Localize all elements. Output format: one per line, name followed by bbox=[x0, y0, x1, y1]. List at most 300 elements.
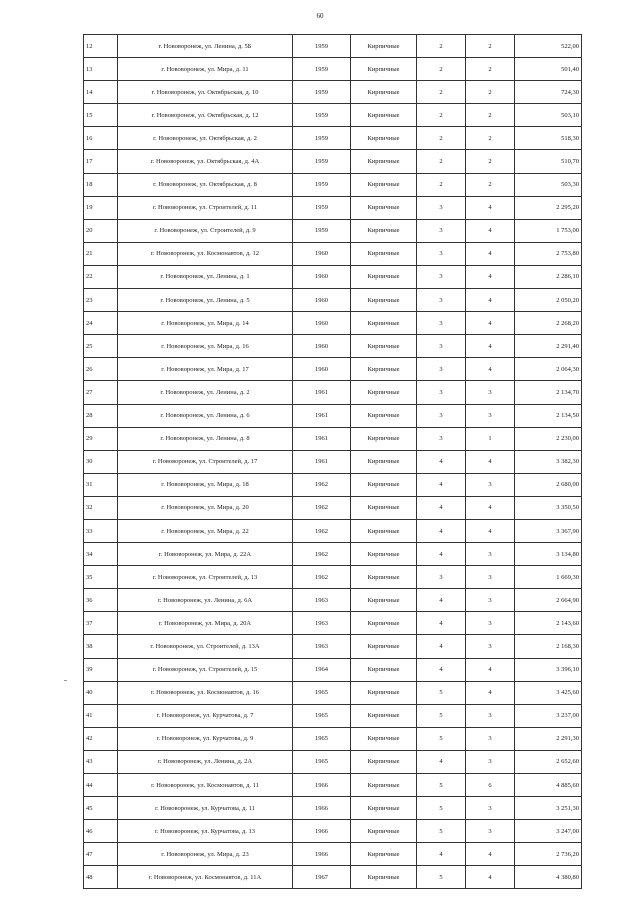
row-number-cell: 30 bbox=[84, 450, 118, 473]
table-row bbox=[84, 820, 582, 843]
entrances-cell: 4 bbox=[466, 242, 515, 265]
floors-cell: 5 bbox=[417, 704, 466, 727]
entrances-cell: 4 bbox=[466, 196, 515, 219]
year-built-cell: 1962 bbox=[293, 566, 351, 589]
row-number-cell: 44 bbox=[84, 774, 118, 797]
area-cell: 2 664,90 bbox=[515, 589, 582, 612]
year-built-cell: 1963 bbox=[293, 635, 351, 658]
row-number-cell: 40 bbox=[84, 681, 118, 704]
area-cell: 2 753,80 bbox=[515, 242, 582, 265]
table-row bbox=[84, 150, 582, 173]
wall-material-cell: Кирпичные bbox=[351, 750, 417, 773]
wall-material-cell: Кирпичные bbox=[351, 820, 417, 843]
row-number-cell: 48 bbox=[84, 866, 118, 889]
wall-material-cell: Кирпичные bbox=[351, 704, 417, 727]
row-number-cell: 25 bbox=[84, 335, 118, 358]
housing-registry-table bbox=[83, 34, 582, 889]
row-number-cell: 17 bbox=[84, 150, 118, 173]
table-row bbox=[84, 35, 582, 58]
year-built-cell: 1960 bbox=[293, 358, 351, 381]
table-row bbox=[84, 450, 582, 473]
row-number-cell: 19 bbox=[84, 196, 118, 219]
row-number-cell: 35 bbox=[84, 566, 118, 589]
table-row bbox=[84, 612, 582, 635]
area-cell: 522,00 bbox=[515, 35, 582, 58]
wall-material-cell: Кирпичные bbox=[351, 81, 417, 104]
entrances-cell: 3 bbox=[466, 543, 515, 566]
row-number-cell: 36 bbox=[84, 589, 118, 612]
wall-material-cell: Кирпичные bbox=[351, 127, 417, 150]
wall-material-cell: Кирпичные bbox=[351, 150, 417, 173]
wall-material-cell: Кирпичные bbox=[351, 866, 417, 889]
area-cell: 3 367,90 bbox=[515, 519, 582, 542]
row-number-cell: 18 bbox=[84, 173, 118, 196]
year-built-cell: 1965 bbox=[293, 727, 351, 750]
area-cell: 2 050,20 bbox=[515, 289, 582, 312]
year-built-cell: 1959 bbox=[293, 35, 351, 58]
address-cell: г. Нововоронеж, ул. Октябрьская, д. 10 bbox=[118, 81, 293, 104]
year-built-cell: 1965 bbox=[293, 750, 351, 773]
area-cell: 1 753,00 bbox=[515, 219, 582, 242]
wall-material-cell: Кирпичные bbox=[351, 727, 417, 750]
wall-material-cell: Кирпичные bbox=[351, 589, 417, 612]
area-cell: 4 885,60 bbox=[515, 774, 582, 797]
wall-material-cell: Кирпичные bbox=[351, 658, 417, 681]
floors-cell: 3 bbox=[417, 381, 466, 404]
area-cell: 2 134,50 bbox=[515, 404, 582, 427]
address-cell: г. Нововоронеж, ул. Строителей, д. 15 bbox=[118, 658, 293, 681]
address-cell: г. Нововоронеж, ул. Космонавтов, д. 11А bbox=[118, 866, 293, 889]
year-built-cell: 1966 bbox=[293, 797, 351, 820]
address-cell: г. Нововоронеж, ул. Мира, д. 14 bbox=[118, 312, 293, 335]
address-cell: г. Нововоронеж, ул. Ленина, д. 2А bbox=[118, 750, 293, 773]
address-cell: г. Нововоронеж, ул. Ленина, д. 5Б bbox=[118, 35, 293, 58]
floors-cell: 4 bbox=[417, 450, 466, 473]
area-cell: 2 064,30 bbox=[515, 358, 582, 381]
year-built-cell: 1965 bbox=[293, 681, 351, 704]
year-built-cell: 1961 bbox=[293, 404, 351, 427]
address-cell: г. Нововоронеж, ул. Курчатова, д. 13 bbox=[118, 820, 293, 843]
entrances-cell: 2 bbox=[466, 81, 515, 104]
floors-cell: 5 bbox=[417, 774, 466, 797]
floors-cell: 5 bbox=[417, 866, 466, 889]
entrances-cell: 3 bbox=[466, 473, 515, 496]
address-cell: г. Нововоронеж, ул. Строителей, д. 17 bbox=[118, 450, 293, 473]
address-cell: г. Нововоронеж, ул. Ленина, д. 6 bbox=[118, 404, 293, 427]
year-built-cell: 1961 bbox=[293, 427, 351, 450]
row-number-cell: 21 bbox=[84, 242, 118, 265]
address-cell: г. Нововоронеж, ул. Строителей, д. 13 bbox=[118, 566, 293, 589]
floors-cell: 5 bbox=[417, 797, 466, 820]
address-cell: г. Нововоронеж, ул. Октябрьская, д. 4А bbox=[118, 150, 293, 173]
floors-cell: 2 bbox=[417, 104, 466, 127]
year-built-cell: 1960 bbox=[293, 289, 351, 312]
address-cell: г. Нововоронеж, ул. Курчатова, д. 11 bbox=[118, 797, 293, 820]
area-cell: 2 736,20 bbox=[515, 843, 582, 866]
floors-cell: 2 bbox=[417, 35, 466, 58]
address-cell: г. Нововоронеж, ул. Ленина, д. 1 bbox=[118, 265, 293, 288]
row-number-cell: 24 bbox=[84, 312, 118, 335]
address-cell: г. Нововоронеж, ул. Курчатова, д. 7 bbox=[118, 704, 293, 727]
entrances-cell: 3 bbox=[466, 635, 515, 658]
row-number-cell: 37 bbox=[84, 612, 118, 635]
year-built-cell: 1962 bbox=[293, 543, 351, 566]
year-built-cell: 1963 bbox=[293, 589, 351, 612]
row-number-cell: 13 bbox=[84, 58, 118, 81]
floors-cell: 4 bbox=[417, 612, 466, 635]
area-cell: 501,40 bbox=[515, 58, 582, 81]
address-cell: г. Нововоронеж, ул. Мира, д. 22 bbox=[118, 519, 293, 542]
entrances-cell: 4 bbox=[466, 312, 515, 335]
area-cell: 724,30 bbox=[515, 81, 582, 104]
table-row bbox=[84, 196, 582, 219]
floors-cell: 3 bbox=[417, 335, 466, 358]
area-cell: 2 680,00 bbox=[515, 473, 582, 496]
table-row bbox=[84, 797, 582, 820]
area-cell: 2 230,00 bbox=[515, 427, 582, 450]
year-built-cell: 1959 bbox=[293, 173, 351, 196]
entrances-cell: 2 bbox=[466, 58, 515, 81]
area-cell: 503,10 bbox=[515, 104, 582, 127]
wall-material-cell: Кирпичные bbox=[351, 797, 417, 820]
address-cell: г. Нововоронеж, ул. Строителей, д. 13А bbox=[118, 635, 293, 658]
floors-cell: 5 bbox=[417, 681, 466, 704]
entrances-cell: 3 bbox=[466, 750, 515, 773]
year-built-cell: 1959 bbox=[293, 58, 351, 81]
year-built-cell: 1959 bbox=[293, 81, 351, 104]
area-cell: 2 286,10 bbox=[515, 265, 582, 288]
floors-cell: 4 bbox=[417, 843, 466, 866]
year-built-cell: 1959 bbox=[293, 219, 351, 242]
floors-cell: 3 bbox=[417, 566, 466, 589]
row-number-cell: 26 bbox=[84, 358, 118, 381]
floors-cell: 3 bbox=[417, 404, 466, 427]
table-row bbox=[84, 750, 582, 773]
entrances-cell: 3 bbox=[466, 612, 515, 635]
row-number-cell: 41 bbox=[84, 704, 118, 727]
wall-material-cell: Кирпичные bbox=[351, 35, 417, 58]
floors-cell: 3 bbox=[417, 427, 466, 450]
area-cell: 2 291,30 bbox=[515, 727, 582, 750]
row-number-cell: 46 bbox=[84, 820, 118, 843]
address-cell: г. Нововоронеж, ул. Мира, д. 16 bbox=[118, 335, 293, 358]
floors-cell: 4 bbox=[417, 519, 466, 542]
year-built-cell: 1959 bbox=[293, 150, 351, 173]
address-cell: г. Нововоронеж, ул. Космонавтов, д. 12 bbox=[118, 242, 293, 265]
table-row bbox=[84, 312, 582, 335]
table-row bbox=[84, 519, 582, 542]
area-cell: 3 251,30 bbox=[515, 797, 582, 820]
row-number-cell: 34 bbox=[84, 543, 118, 566]
table-row bbox=[84, 219, 582, 242]
table-row bbox=[84, 543, 582, 566]
address-cell: г. Нововоронеж, ул. Мира, д. 11 bbox=[118, 58, 293, 81]
address-cell: г. Нововоронеж, ул. Октябрьская, д. 2 bbox=[118, 127, 293, 150]
table-row bbox=[84, 358, 582, 381]
table-row bbox=[84, 496, 582, 519]
year-built-cell: 1966 bbox=[293, 820, 351, 843]
year-built-cell: 1960 bbox=[293, 335, 351, 358]
entrances-cell: 3 bbox=[466, 404, 515, 427]
table-row bbox=[84, 289, 582, 312]
entrances-cell: 3 bbox=[466, 727, 515, 750]
table-row bbox=[84, 774, 582, 797]
area-cell: 503,30 bbox=[515, 173, 582, 196]
area-cell: 3 425,60 bbox=[515, 681, 582, 704]
area-cell: 3 247,00 bbox=[515, 820, 582, 843]
year-built-cell: 1964 bbox=[293, 658, 351, 681]
wall-material-cell: Кирпичные bbox=[351, 473, 417, 496]
table-row bbox=[84, 843, 582, 866]
entrances-cell: 4 bbox=[466, 843, 515, 866]
area-cell: 3 237,00 bbox=[515, 704, 582, 727]
wall-material-cell: Кирпичные bbox=[351, 566, 417, 589]
floors-cell: 3 bbox=[417, 289, 466, 312]
wall-material-cell: Кирпичные bbox=[351, 404, 417, 427]
address-cell: г. Нововоронеж, ул. Мира, д. 18 bbox=[118, 473, 293, 496]
wall-material-cell: Кирпичные bbox=[351, 242, 417, 265]
floors-cell: 4 bbox=[417, 543, 466, 566]
entrances-cell: 1 bbox=[466, 427, 515, 450]
row-number-cell: 14 bbox=[84, 81, 118, 104]
floors-cell: 4 bbox=[417, 635, 466, 658]
area-cell: 3 350,50 bbox=[515, 496, 582, 519]
entrances-cell: 4 bbox=[466, 866, 515, 889]
wall-material-cell: Кирпичные bbox=[351, 265, 417, 288]
row-number-cell: 15 bbox=[84, 104, 118, 127]
row-number-cell: 39 bbox=[84, 658, 118, 681]
wall-material-cell: Кирпичные bbox=[351, 358, 417, 381]
address-cell: г. Нововоронеж, ул. Ленина, д. 2 bbox=[118, 381, 293, 404]
wall-material-cell: Кирпичные bbox=[351, 289, 417, 312]
wall-material-cell: Кирпичные bbox=[351, 196, 417, 219]
entrances-cell: 4 bbox=[466, 450, 515, 473]
row-number-cell: 33 bbox=[84, 519, 118, 542]
year-built-cell: 1961 bbox=[293, 450, 351, 473]
year-built-cell: 1959 bbox=[293, 196, 351, 219]
entrances-cell: 2 bbox=[466, 173, 515, 196]
entrances-cell: 2 bbox=[466, 104, 515, 127]
table-row bbox=[84, 127, 582, 150]
area-cell: 3 382,30 bbox=[515, 450, 582, 473]
floors-cell: 2 bbox=[417, 150, 466, 173]
year-built-cell: 1966 bbox=[293, 843, 351, 866]
area-cell: 2 168,30 bbox=[515, 635, 582, 658]
table-row bbox=[84, 104, 582, 127]
entrances-cell: 3 bbox=[466, 704, 515, 727]
table-row bbox=[84, 381, 582, 404]
entrances-cell: 2 bbox=[466, 150, 515, 173]
table-row bbox=[84, 242, 582, 265]
year-built-cell: 1960 bbox=[293, 265, 351, 288]
year-built-cell: 1960 bbox=[293, 242, 351, 265]
floors-cell: 2 bbox=[417, 58, 466, 81]
row-number-cell: 28 bbox=[84, 404, 118, 427]
row-number-cell: 27 bbox=[84, 381, 118, 404]
wall-material-cell: Кирпичные bbox=[351, 681, 417, 704]
area-cell: 518,30 bbox=[515, 127, 582, 150]
entrances-cell: 4 bbox=[466, 358, 515, 381]
floors-cell: 3 bbox=[417, 196, 466, 219]
entrances-cell: 3 bbox=[466, 589, 515, 612]
table-row bbox=[84, 58, 582, 81]
row-number-cell: 12 bbox=[84, 35, 118, 58]
floors-cell: 3 bbox=[417, 219, 466, 242]
address-cell: г. Нововоронеж, ул. Курчатова, д. 9 bbox=[118, 727, 293, 750]
year-built-cell: 1962 bbox=[293, 496, 351, 519]
table-row bbox=[84, 589, 582, 612]
address-cell: г. Нововоронеж, ул. Мира, д. 22А bbox=[118, 543, 293, 566]
floors-cell: 4 bbox=[417, 750, 466, 773]
area-cell: 1 669,30 bbox=[515, 566, 582, 589]
floors-cell: 2 bbox=[417, 173, 466, 196]
entrances-cell: 3 bbox=[466, 797, 515, 820]
row-number-cell: 22 bbox=[84, 265, 118, 288]
area-cell: 510,70 bbox=[515, 150, 582, 173]
table-row bbox=[84, 635, 582, 658]
entrances-cell: 4 bbox=[466, 496, 515, 519]
wall-material-cell: Кирпичные bbox=[351, 219, 417, 242]
floors-cell: 3 bbox=[417, 358, 466, 381]
wall-material-cell: Кирпичные bbox=[351, 450, 417, 473]
address-cell: г. Нововоронеж, ул. Ленина, д. 8 bbox=[118, 427, 293, 450]
table-row bbox=[84, 681, 582, 704]
row-number-cell: 16 bbox=[84, 127, 118, 150]
floors-cell: 4 bbox=[417, 496, 466, 519]
floors-cell: 2 bbox=[417, 127, 466, 150]
wall-material-cell: Кирпичные bbox=[351, 104, 417, 127]
floors-cell: 2 bbox=[417, 81, 466, 104]
floors-cell: 4 bbox=[417, 658, 466, 681]
area-cell: 2 295,20 bbox=[515, 196, 582, 219]
floors-cell: 5 bbox=[417, 820, 466, 843]
row-number-cell: 45 bbox=[84, 797, 118, 820]
floors-cell: 3 bbox=[417, 242, 466, 265]
year-built-cell: 1961 bbox=[293, 381, 351, 404]
table-row bbox=[84, 265, 582, 288]
row-number-cell: 32 bbox=[84, 496, 118, 519]
row-number-cell: 47 bbox=[84, 843, 118, 866]
year-built-cell: 1959 bbox=[293, 104, 351, 127]
table-row bbox=[84, 427, 582, 450]
entrances-cell: 3 bbox=[466, 381, 515, 404]
wall-material-cell: Кирпичные bbox=[351, 381, 417, 404]
address-cell: г. Нововоронеж, ул. Строителей, д. 9 bbox=[118, 219, 293, 242]
floors-cell: 4 bbox=[417, 589, 466, 612]
entrances-cell: 6 bbox=[466, 774, 515, 797]
address-cell: г. Нововоронеж, ул. Космонавтов, д. 16 bbox=[118, 681, 293, 704]
wall-material-cell: Кирпичные bbox=[351, 635, 417, 658]
row-number-cell: 43 bbox=[84, 750, 118, 773]
page-number: 60 bbox=[316, 12, 324, 20]
year-built-cell: 1966 bbox=[293, 774, 351, 797]
table-row bbox=[84, 173, 582, 196]
row-number-cell: 42 bbox=[84, 727, 118, 750]
wall-material-cell: Кирпичные bbox=[351, 843, 417, 866]
entrances-cell: 3 bbox=[466, 566, 515, 589]
wall-material-cell: Кирпичные bbox=[351, 312, 417, 335]
address-cell: г. Нововоронеж, ул. Мира, д. 17 bbox=[118, 358, 293, 381]
wall-material-cell: Кирпичные bbox=[351, 335, 417, 358]
wall-material-cell: Кирпичные bbox=[351, 496, 417, 519]
area-cell: 2 291,40 bbox=[515, 335, 582, 358]
area-cell: 4 380,80 bbox=[515, 866, 582, 889]
entrances-cell: 4 bbox=[466, 658, 515, 681]
year-built-cell: 1959 bbox=[293, 127, 351, 150]
table-row bbox=[84, 866, 582, 889]
entrances-cell: 4 bbox=[466, 219, 515, 242]
entrances-cell: 4 bbox=[466, 519, 515, 542]
address-cell: г. Нововоронеж, ул. Мира, д. 23 bbox=[118, 843, 293, 866]
table-row bbox=[84, 566, 582, 589]
year-built-cell: 1963 bbox=[293, 612, 351, 635]
address-cell: г. Нововоронеж, ул. Ленина, д. 6А bbox=[118, 589, 293, 612]
entrances-cell: 4 bbox=[466, 681, 515, 704]
entrances-cell: 4 bbox=[466, 289, 515, 312]
address-cell: г. Нововоронеж, ул. Мира, д. 20А bbox=[118, 612, 293, 635]
area-cell: 2 268,20 bbox=[515, 312, 582, 335]
wall-material-cell: Кирпичные bbox=[351, 58, 417, 81]
address-cell: г. Нововоронеж, ул. Мира, д. 20 bbox=[118, 496, 293, 519]
table-row bbox=[84, 727, 582, 750]
area-cell: 3 134,80 bbox=[515, 543, 582, 566]
margin-mark bbox=[64, 680, 67, 681]
row-number-cell: 38 bbox=[84, 635, 118, 658]
floors-cell: 5 bbox=[417, 727, 466, 750]
wall-material-cell: Кирпичные bbox=[351, 543, 417, 566]
wall-material-cell: Кирпичные bbox=[351, 173, 417, 196]
area-cell: 2 652,60 bbox=[515, 750, 582, 773]
row-number-cell: 31 bbox=[84, 473, 118, 496]
wall-material-cell: Кирпичные bbox=[351, 612, 417, 635]
table-row bbox=[84, 335, 582, 358]
table-row bbox=[84, 473, 582, 496]
table-body bbox=[84, 35, 582, 889]
entrances-cell: 4 bbox=[466, 335, 515, 358]
year-built-cell: 1960 bbox=[293, 312, 351, 335]
address-cell: г. Нововоронеж, ул. Октябрьская, д. 12 bbox=[118, 104, 293, 127]
entrances-cell: 2 bbox=[466, 127, 515, 150]
wall-material-cell: Кирпичные bbox=[351, 519, 417, 542]
year-built-cell: 1967 bbox=[293, 866, 351, 889]
address-cell: г. Нововоронеж, ул. Ленина, д. 5 bbox=[118, 289, 293, 312]
row-number-cell: 29 bbox=[84, 427, 118, 450]
year-built-cell: 1965 bbox=[293, 704, 351, 727]
row-number-cell: 23 bbox=[84, 289, 118, 312]
floors-cell: 4 bbox=[417, 473, 466, 496]
area-cell: 2 143,60 bbox=[515, 612, 582, 635]
entrances-cell: 3 bbox=[466, 820, 515, 843]
wall-material-cell: Кирпичные bbox=[351, 774, 417, 797]
address-cell: г. Нововоронеж, ул. Строителей, д. 11 bbox=[118, 196, 293, 219]
year-built-cell: 1962 bbox=[293, 519, 351, 542]
table-row bbox=[84, 704, 582, 727]
year-built-cell: 1962 bbox=[293, 473, 351, 496]
floors-cell: 3 bbox=[417, 312, 466, 335]
row-number-cell: 20 bbox=[84, 219, 118, 242]
area-cell: 2 134,70 bbox=[515, 381, 582, 404]
address-cell: г. Нововоронеж, ул. Октябрьская, д. 8 bbox=[118, 173, 293, 196]
floors-cell: 3 bbox=[417, 265, 466, 288]
entrances-cell: 2 bbox=[466, 35, 515, 58]
address-cell: г. Нововоронеж, ул. Космонавтов, д. 11 bbox=[118, 774, 293, 797]
table-row bbox=[84, 81, 582, 104]
wall-material-cell: Кирпичные bbox=[351, 427, 417, 450]
area-cell: 3 396,10 bbox=[515, 658, 582, 681]
entrances-cell: 4 bbox=[466, 265, 515, 288]
table-row bbox=[84, 658, 582, 681]
table-row bbox=[84, 404, 582, 427]
